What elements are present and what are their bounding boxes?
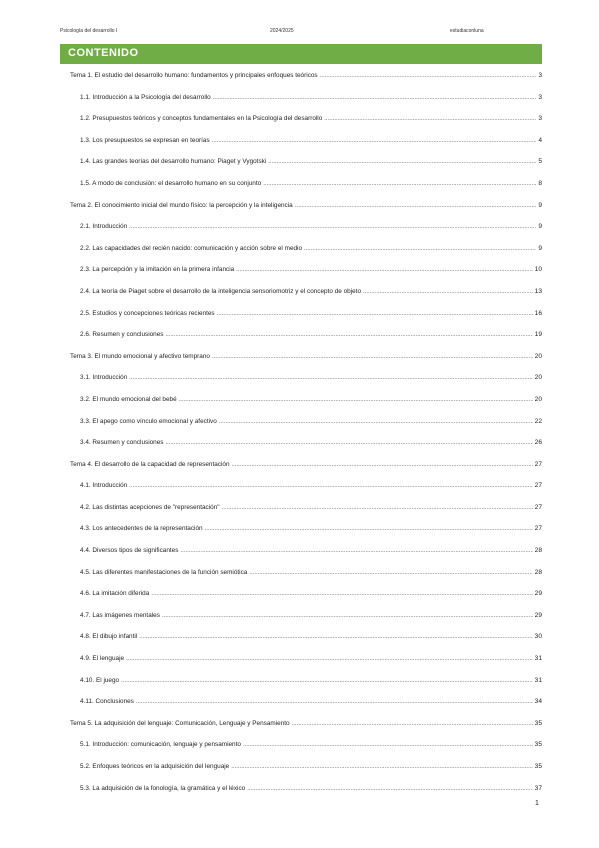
toc-entry-page: 34 — [534, 698, 542, 706]
toc-entry-label: Tema 2. El conocimiento inicial del mundo físico: la percepción y la inteligencia — [70, 201, 293, 209]
toc-section-entry[interactable] — [60, 94, 542, 102]
toc-entry-label: 1.2. Presupuestos teóricos y conceptos fundamentales en la Psicología del desarrollo — [80, 115, 323, 123]
toc-leader-dots — [217, 310, 533, 318]
toc-entry-label: 4.3. Los antecedentes de la representación — [80, 525, 203, 533]
toc-entry-page: 8 — [538, 179, 542, 187]
header-course: Psicología del desarrollo I — [60, 28, 118, 34]
toc-entry-label: 4.11. Conclusiones — [80, 698, 134, 706]
toc-entry-label: 1.1. Introducción a la Psicología del desarrollo — [80, 93, 211, 101]
toc-section-entry[interactable] — [60, 612, 542, 620]
toc-entry-page: 30 — [534, 633, 542, 641]
toc-entry-label: Tema 4. El desarrollo de la capacidad de representación — [70, 460, 230, 468]
toc-entry-label: 5.1. Introducción: comunicación, lenguaje y pensamiento — [80, 741, 241, 749]
toc-leader-dots — [129, 374, 532, 382]
toc-entry-page: 35 — [534, 719, 542, 727]
toc-leader-dots — [236, 266, 532, 274]
toc-leader-dots — [222, 504, 533, 512]
toc-leader-dots — [179, 396, 533, 404]
toc-leader-dots — [263, 180, 536, 188]
toc-entry-label: 4.4. Diversos tipos de significantes — [80, 547, 179, 555]
contents-title-bar — [60, 44, 542, 64]
toc-entry-label: 2.3. La percepción y la imitación en la primera infancia — [80, 266, 235, 274]
toc-leader-dots — [213, 94, 537, 102]
toc-section-entry[interactable] — [60, 310, 542, 318]
toc-entry-page: 20 — [534, 352, 542, 360]
toc-leader-dots — [139, 633, 532, 641]
toc-entry-label: 4.9. El lenguaje — [80, 655, 125, 663]
toc-leader-dots — [126, 655, 533, 663]
toc-entry-label: 4.7. Las imágenes mentales — [80, 611, 160, 619]
toc-leader-dots — [151, 590, 532, 598]
header-author: estudiaconluna — [450, 28, 484, 34]
toc-entry-page: 35 — [534, 741, 542, 749]
toc-section-entry[interactable] — [60, 374, 542, 382]
toc-section-entry[interactable] — [60, 504, 542, 512]
toc-entry-page: 13 — [534, 287, 542, 295]
toc-entry-label: 2.5. Estudios y concepciones teóricas recientes — [80, 309, 215, 317]
toc-section-entry[interactable] — [60, 439, 542, 447]
toc-section-entry[interactable] — [60, 180, 542, 188]
toc-entry-label: 3.4. Resumen y conclusiones — [80, 439, 164, 447]
toc-entry-page: 9 — [538, 223, 542, 231]
toc-entry-page: 10 — [534, 266, 542, 274]
toc-section-entry[interactable] — [60, 590, 542, 598]
toc-section-entry[interactable] — [60, 547, 542, 555]
toc-entry-page: 20 — [534, 374, 542, 382]
page-number: 1 — [535, 800, 539, 807]
toc-entry-label: 5.3. La adquisición de la fonología, la gramática y el léxico — [80, 784, 246, 792]
toc-entry-label: 2.2. Las capacidades del recién nacido: comunicación y acción sobre el medio — [80, 244, 303, 252]
toc-entry-page: 35 — [534, 763, 542, 770]
toc-leader-dots — [180, 547, 532, 555]
toc-chapter-entry[interactable] — [60, 720, 542, 728]
toc-entry-page: 3 — [538, 115, 542, 123]
toc-section-entry[interactable] — [60, 266, 542, 274]
toc-entry-label: 1.4. Las grandes teorías del desarrollo humano: Piaget y Vygotski — [80, 158, 267, 166]
toc-leader-dots — [129, 223, 536, 231]
toc-leader-dots — [205, 525, 533, 533]
toc-leader-dots — [212, 137, 537, 145]
toc-leader-dots — [324, 115, 536, 123]
toc-entry-label: 2.6. Resumen y conclusiones — [80, 331, 164, 339]
toc-entry-label: 1.3. Los presupuestos se expresan en teorías — [80, 136, 210, 144]
toc-section-entry[interactable] — [60, 785, 542, 793]
toc-leader-dots — [292, 720, 533, 728]
toc-entry-label: 4.10. El juego — [80, 676, 120, 684]
toc-entry-label: 4.1. Introducción — [80, 482, 128, 490]
toc-section-entry[interactable] — [60, 418, 542, 426]
toc-section-entry[interactable] — [60, 569, 542, 577]
toc-section-entry[interactable] — [60, 115, 542, 123]
toc-section-entry[interactable] — [60, 677, 542, 685]
toc-entry-page: 37 — [534, 784, 542, 792]
toc-entry-page: 26 — [534, 439, 542, 447]
toc-section-entry[interactable] — [60, 137, 542, 145]
toc-section-entry[interactable] — [60, 655, 542, 663]
toc-chapter-entry[interactable] — [60, 461, 542, 469]
toc-leader-dots — [320, 72, 537, 80]
toc-section-entry[interactable] — [60, 763, 542, 771]
toc-entry-label: Tema 1. El estudio del desarrollo humano: fundamentos y principales enfoques teóricos — [70, 72, 318, 79]
toc-entry-label: Tema 3. El mundo emocional y afectivo temprano — [70, 352, 210, 360]
toc-entry-page: 27 — [534, 503, 542, 511]
toc-entry-label: 3.2. El mundo emocional del bebé — [80, 395, 177, 403]
toc-entry-label: 4.8. El dibujo infantil — [80, 633, 138, 641]
contents-title: CONTENIDO — [68, 47, 139, 59]
toc-entry-label: 4.6. La imitación diferida — [80, 590, 150, 598]
toc-leader-dots — [121, 677, 533, 685]
toc-section-entry[interactable] — [60, 525, 542, 533]
toc-entry-page: 5 — [538, 158, 542, 166]
toc-section-entry[interactable] — [60, 245, 542, 253]
toc-leader-dots — [165, 331, 532, 339]
toc-section-entry[interactable] — [60, 633, 542, 641]
header-year: 2024/2025 — [270, 28, 294, 34]
toc-chapter-entry[interactable] — [60, 202, 542, 210]
toc-entry-page: 31 — [534, 676, 542, 684]
toc-leader-dots — [212, 353, 533, 361]
toc-section-entry[interactable] — [60, 288, 542, 296]
toc-leader-dots — [249, 569, 532, 577]
toc-section-entry[interactable] — [60, 741, 542, 749]
toc-entry-label: Tema 5. La adquisición del lenguaje: Comunicación, Lenguaje y Pensamiento — [70, 719, 290, 727]
toc-leader-dots — [136, 698, 533, 706]
toc-section-entry[interactable] — [60, 698, 542, 706]
toc-entry-page: 20 — [534, 395, 542, 403]
toc-chapter-entry[interactable] — [60, 72, 542, 80]
toc-entry-page: 29 — [534, 590, 542, 598]
toc-entry-page: 16 — [534, 309, 542, 317]
toc-section-entry[interactable] — [60, 482, 542, 490]
toc-leader-dots — [247, 785, 532, 793]
toc-entry-page: 28 — [534, 568, 542, 576]
toc-entry-label: 4.2. Las distintas acepciones de "representación" — [80, 503, 220, 511]
toc-entry-label: 1.5. A modo de conclusión: el desarrollo humano en su conjunto — [80, 179, 262, 187]
toc-entry-label: 5.2. Enfoques teóricos en la adquisición del lenguaje — [80, 763, 230, 770]
toc-leader-dots — [304, 245, 536, 253]
toc-chapter-entry[interactable] — [60, 353, 542, 361]
toc-section-entry[interactable] — [60, 331, 542, 339]
toc-entry-page: 9 — [538, 244, 542, 252]
toc-section-entry[interactable] — [60, 396, 542, 404]
table-of-contents — [60, 72, 542, 793]
toc-entry-page: 3 — [538, 93, 542, 101]
toc-entry-label: 2.1. Introducción — [80, 223, 128, 231]
toc-section-entry[interactable] — [60, 223, 542, 231]
toc-entry-label: 3.1. Introducción — [80, 374, 128, 382]
page-header — [60, 28, 542, 38]
toc-entry-page: 22 — [534, 417, 542, 425]
toc-entry-page: 9 — [538, 201, 542, 209]
toc-leader-dots — [129, 482, 532, 490]
toc-leader-dots — [219, 418, 533, 426]
toc-leader-dots — [295, 202, 537, 210]
toc-leader-dots — [243, 741, 533, 749]
toc-leader-dots — [165, 439, 532, 447]
toc-entry-label: 3.3. El apego como vínculo emocional y afectivo — [80, 417, 217, 425]
toc-entry-page: 4 — [538, 136, 542, 144]
toc-leader-dots — [162, 612, 533, 620]
toc-leader-dots — [232, 461, 533, 469]
toc-leader-dots — [268, 158, 536, 166]
toc-entry-page: 3 — [538, 72, 542, 79]
toc-entry-page: 27 — [534, 460, 542, 468]
toc-entry-label: 4.5. Las diferentes manifestaciones de la función semiótica — [80, 568, 248, 576]
toc-section-entry[interactable] — [60, 158, 542, 166]
toc-entry-page: 19 — [534, 331, 542, 339]
toc-entry-page: 28 — [534, 547, 542, 555]
toc-entry-page: 31 — [534, 655, 542, 663]
toc-leader-dots — [231, 763, 532, 771]
toc-leader-dots — [363, 288, 533, 296]
toc-entry-page: 29 — [534, 611, 542, 619]
toc-entry-label: 2.4. La teoría de Piaget sobre el desarrollo de la inteligencia sensoriomotriz y el concepto de objeto — [80, 287, 362, 295]
toc-entry-page: 27 — [534, 482, 542, 490]
toc-entry-page: 27 — [534, 525, 542, 533]
